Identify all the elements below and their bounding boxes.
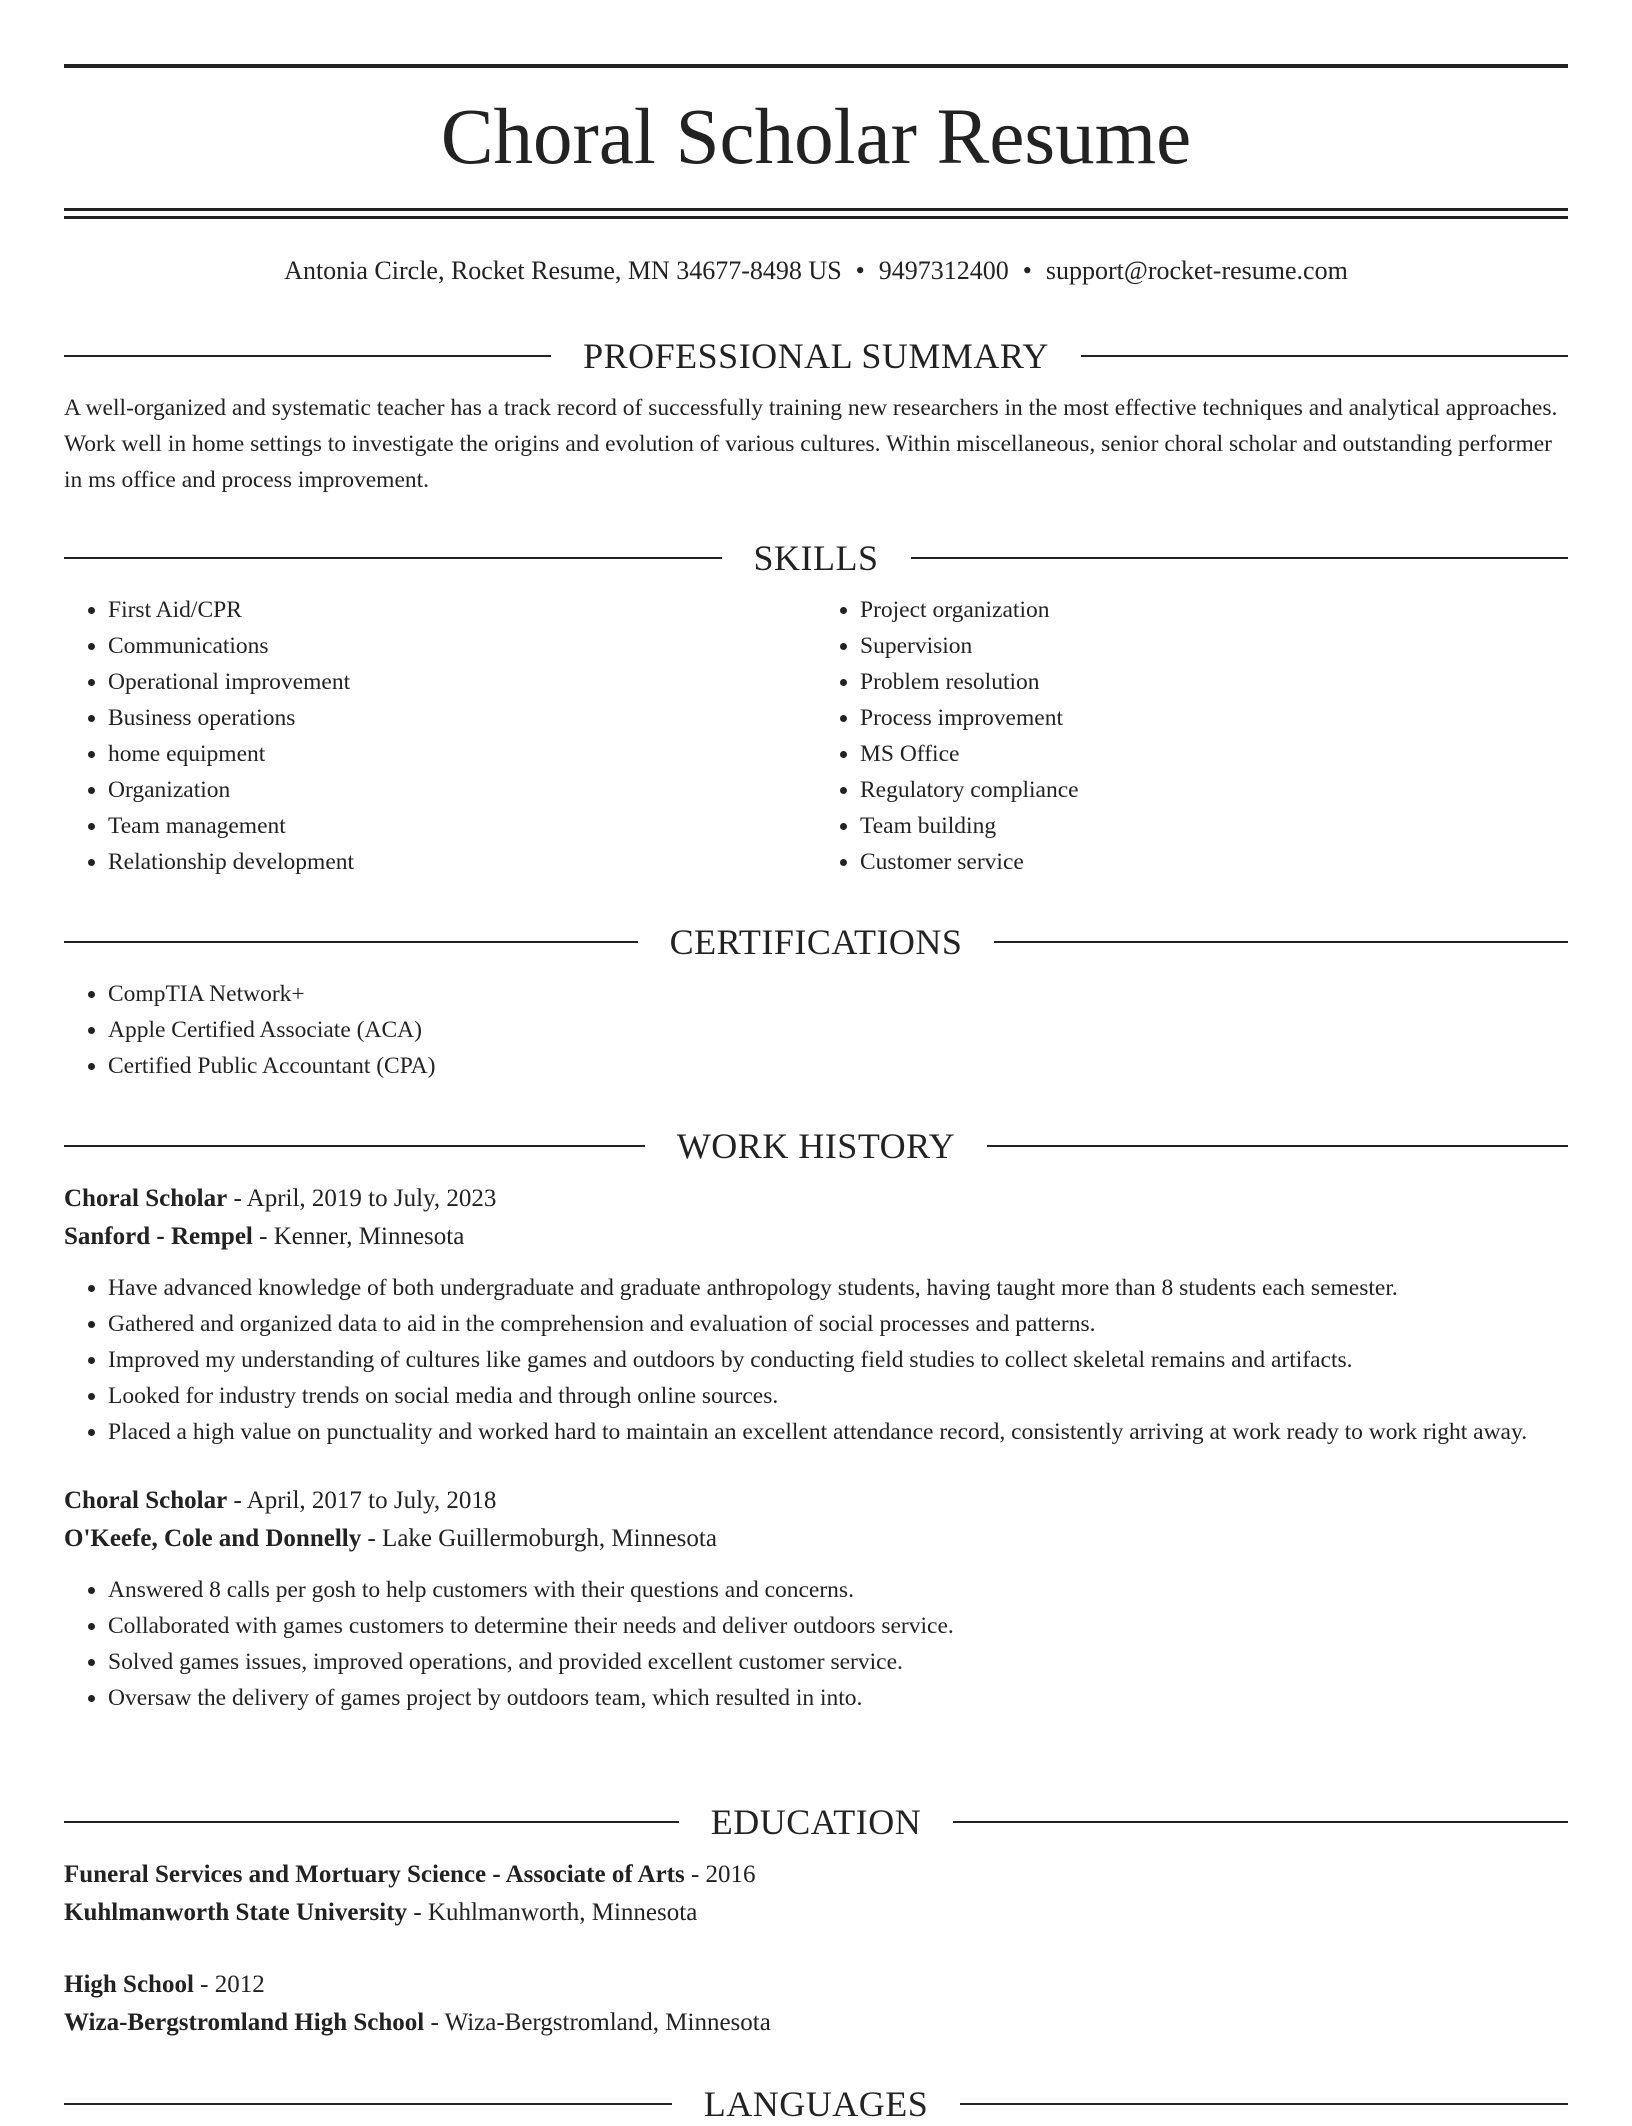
summary-heading xyxy=(64,334,1568,378)
certifications-title: CERTIFICATIONS xyxy=(669,922,963,962)
list-item: • Team management xyxy=(108,808,816,844)
list-item: • home equipment xyxy=(108,736,816,772)
certifications-list xyxy=(64,976,1568,1084)
contact-phone: 9497312400 xyxy=(878,256,1009,285)
education-year: - 2016 xyxy=(684,1861,756,1888)
job-company: O'Keefe, Cole and Donnelly xyxy=(64,1525,362,1552)
list-item: • Have advanced knowledge of both undergraduate and graduate anthropology students, having taught more than 8 students each semester. xyxy=(108,1270,1568,1306)
job-location: - Lake Guillermoburgh, Minnesota xyxy=(361,1525,717,1552)
list-item: • Team building xyxy=(860,808,1568,844)
education-entry xyxy=(64,1856,1568,1932)
list-item: • Apple Certified Associate (ACA) xyxy=(108,1012,1568,1048)
education-degree-line xyxy=(64,1966,1568,2004)
list-item: • Problem resolution xyxy=(860,664,1568,700)
list-item: • Organization xyxy=(108,772,816,808)
list-item: • Customer service xyxy=(860,844,1568,880)
education-school: Wiza-Bergstromland High School xyxy=(64,2009,425,2036)
heading-rule xyxy=(987,1145,1568,1147)
contact-separator: • xyxy=(1022,256,1032,285)
list-item: • Looked for industry trends on social media and through online sources. xyxy=(108,1378,1568,1414)
job-dates: - April, 2019 to July, 2023 xyxy=(227,1185,497,1212)
list-item: • Business operations xyxy=(108,700,816,736)
heading-rule xyxy=(64,941,638,943)
job-bullets xyxy=(64,1572,1568,1716)
job-role: Choral Scholar xyxy=(64,1487,228,1514)
skills-title: SKILLS xyxy=(753,538,879,578)
job-bullets xyxy=(64,1270,1568,1450)
education-degree: High School xyxy=(64,1971,194,1998)
heading-rule xyxy=(64,355,551,357)
list-item: • Project organization xyxy=(860,592,1568,628)
education-school: Kuhlmanworth State University xyxy=(64,1899,408,1926)
summary-text: A well-organized and systematic teacher has a track record of successfully training new researchers in the most effective techniques and analytical approaches. Work well in home settings to investigate the origins and evolution of various cultures. Within miscellaneous, senior choral scholar and outstanding performer in ms office and process improvement. xyxy=(64,395,1558,493)
list-item: • Solved games issues, improved operations, and provided excellent customer service. xyxy=(108,1644,1568,1680)
heading-rule xyxy=(911,557,1569,559)
heading-rule xyxy=(1081,355,1568,357)
languages-section xyxy=(64,2082,1568,2126)
list-item: • Process improvement xyxy=(860,700,1568,736)
list-item: • Placed a high value on punctuality and worked hard to maintain an excellent attendance record, consistently arriving at work ready to work right away. xyxy=(108,1414,1568,1450)
contact-address: Antonia Circle, Rocket Resume, MN 34677-8498 US xyxy=(284,256,842,285)
skills-section xyxy=(64,536,1568,880)
education-title: EDUCATION xyxy=(710,1802,922,1842)
education-school-line xyxy=(64,1894,1568,1932)
education-degree-line xyxy=(64,1856,1568,1894)
certifications-heading xyxy=(64,920,1568,964)
contact-email: support@rocket-resume.com xyxy=(1045,256,1348,285)
list-item: • Supervision xyxy=(860,628,1568,664)
list-item: • Answered 8 calls per gosh to help customers with their questions and concerns. xyxy=(108,1572,1568,1608)
top-rule xyxy=(64,64,1568,68)
heading-rule xyxy=(64,2103,672,2105)
double-rule-lower xyxy=(64,216,1568,219)
education-entry xyxy=(64,1966,1568,2042)
list-item: • Gathered and organized data to aid in the comprehension and evaluation of social processes and patterns. xyxy=(108,1306,1568,1342)
list-item: • Communications xyxy=(108,628,816,664)
list-item: • Regulatory compliance xyxy=(860,772,1568,808)
list-item: • First Aid/CPR xyxy=(108,592,816,628)
education-year: - 2012 xyxy=(193,1971,265,1998)
job-entry xyxy=(64,1180,1568,1450)
list-item: • MS Office xyxy=(860,736,1568,772)
education-section xyxy=(64,1800,1568,2042)
heading-rule xyxy=(994,941,1568,943)
list-item: • Collaborated with games customers to determine their needs and deliver outdoors service. xyxy=(108,1608,1568,1644)
summary-title: PROFESSIONAL SUMMARY xyxy=(583,336,1049,376)
work-heading xyxy=(64,1124,1568,1168)
job-role-line xyxy=(64,1180,1568,1218)
list-item: • Improved my understanding of cultures like games and outdoors by conducting field studies to collect skeletal remains and artifacts. xyxy=(108,1342,1568,1378)
work-title: WORK HISTORY xyxy=(676,1126,956,1166)
job-dates: - April, 2017 to July, 2018 xyxy=(227,1487,497,1514)
list-item: • CompTIA Network+ xyxy=(108,976,1568,1012)
job-company-line xyxy=(64,1218,1568,1256)
certifications-section xyxy=(64,920,1568,1084)
job-company-line xyxy=(64,1520,1568,1558)
work-section xyxy=(64,1124,1568,1716)
languages-title: LANGUAGES xyxy=(703,2084,929,2124)
skills-list-left xyxy=(64,592,816,880)
heading-rule xyxy=(64,1145,645,1147)
job-location: - Kenner, Minnesota xyxy=(252,1223,465,1250)
heading-rule xyxy=(953,1821,1568,1823)
contact-line xyxy=(64,254,1568,288)
list-item: • Certified Public Accountant (CPA) xyxy=(108,1048,1568,1084)
education-school-line xyxy=(64,2004,1568,2042)
resume-title: Choral Scholar Resume xyxy=(440,94,1192,181)
list-item: • Oversaw the delivery of games project by outdoors team, which resulted in into. xyxy=(108,1680,1568,1716)
list-item: • Relationship development xyxy=(108,844,816,880)
education-location: - Kuhlmanworth, Minnesota xyxy=(407,1899,698,1926)
double-rule-upper xyxy=(64,208,1568,211)
skills-list-right xyxy=(816,592,1568,880)
languages-heading xyxy=(64,2082,1568,2126)
education-location: - Wiza-Bergstromland, Minnesota xyxy=(424,2009,771,2036)
heading-rule xyxy=(64,557,722,559)
education-degree: Funeral Services and Mortuary Science - Associate of Arts xyxy=(64,1861,685,1888)
job-role-line xyxy=(64,1482,1568,1520)
skills-heading xyxy=(64,536,1568,580)
job-company: Sanford - Rempel xyxy=(64,1223,253,1250)
list-item: • Operational improvement xyxy=(108,664,816,700)
job-role: Choral Scholar xyxy=(64,1185,228,1212)
contact-separator: • xyxy=(855,256,865,285)
heading-rule xyxy=(64,1821,679,1823)
education-heading xyxy=(64,1800,1568,1844)
job-entry xyxy=(64,1482,1568,1716)
summary-section xyxy=(64,334,1568,498)
skills-columns xyxy=(64,592,1568,880)
heading-rule xyxy=(960,2103,1568,2105)
